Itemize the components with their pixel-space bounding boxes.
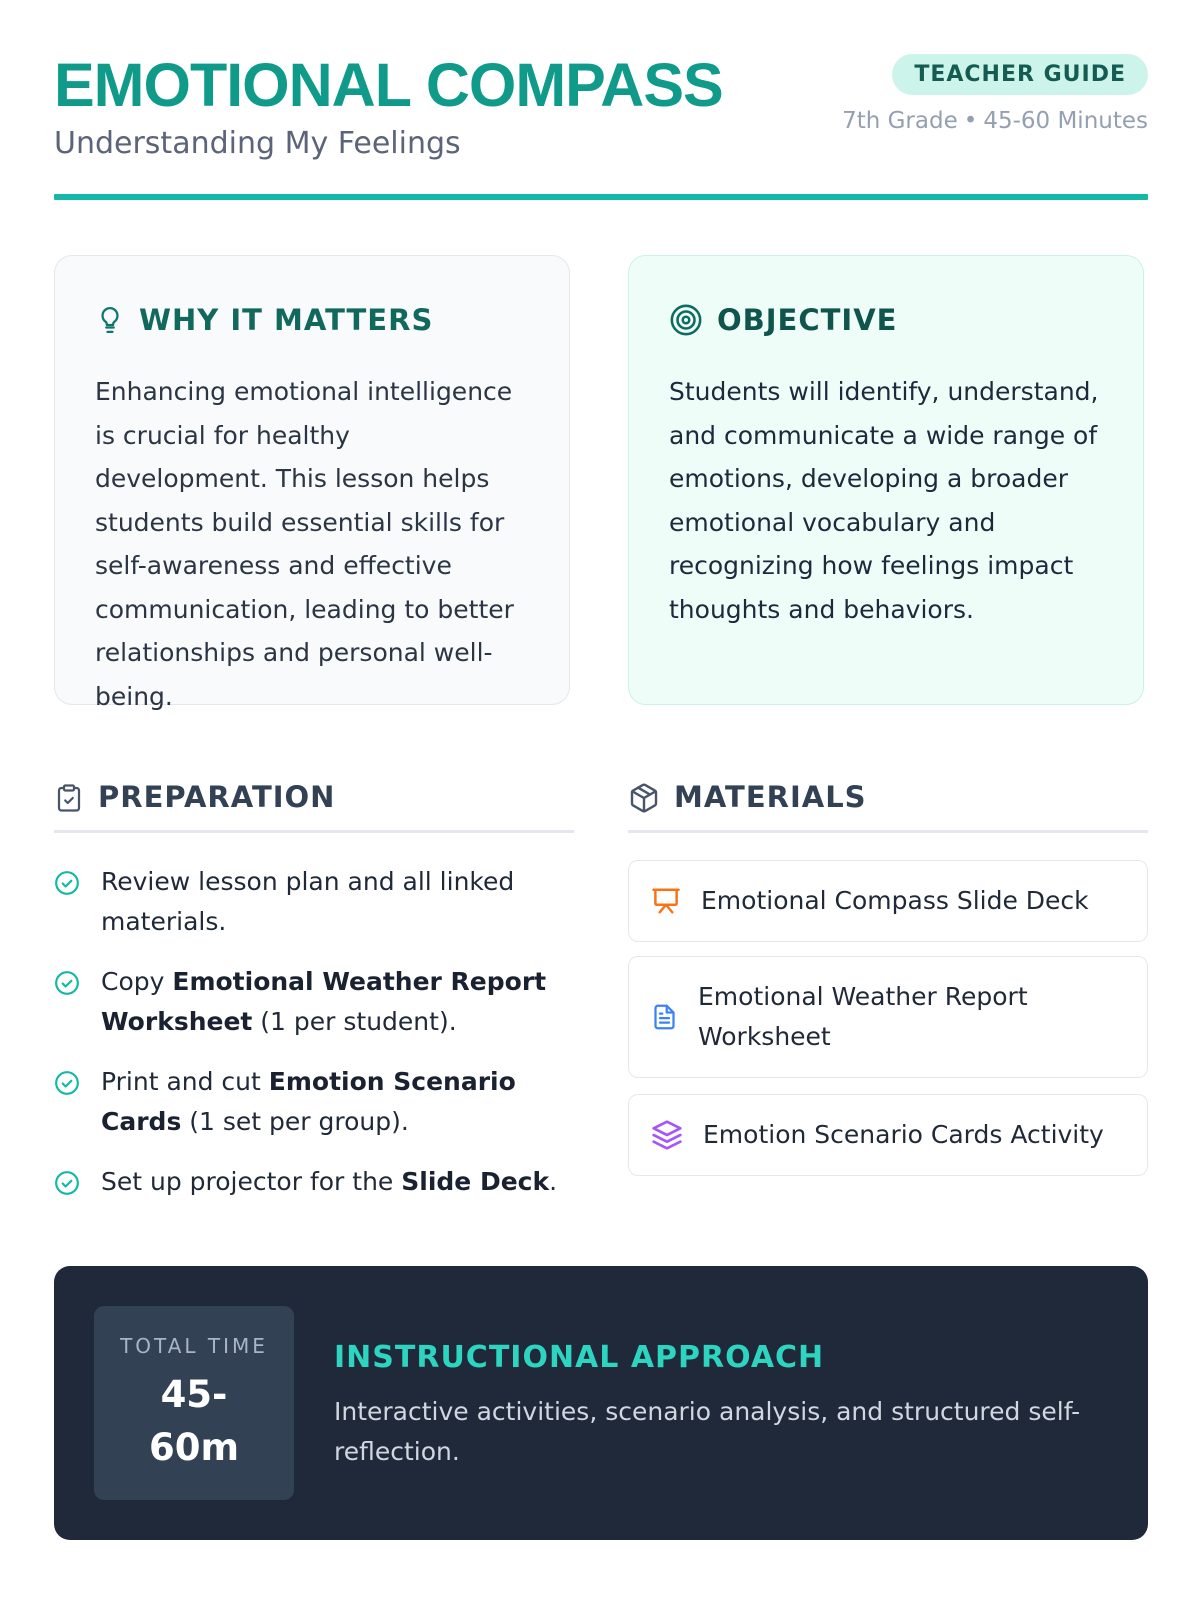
material-slide-deck[interactable] [628, 860, 1148, 942]
objective-card-text: Students will identify, understand, and communicate a wide range of emotions, developing a broader emotional vocabulary and recognizing how feelings impact thoughts and behaviors. [669, 377, 1099, 624]
why-card-header [95, 298, 529, 342]
objective-card [628, 255, 1144, 705]
preparation-item [54, 962, 574, 1042]
instructional-approach-banner [54, 1266, 1148, 1540]
objective-card-header [669, 298, 1103, 342]
clipboard-check-icon [54, 781, 84, 815]
check-circle-icon [54, 870, 80, 896]
lesson-meta [842, 108, 1148, 134]
approach-title: INSTRUCTIONAL APPROACH [334, 1340, 825, 1375]
objective-card-title: OBJECTIVE [717, 303, 898, 337]
total-time-value: 45-60m [148, 1373, 240, 1469]
preparation-item [54, 1062, 574, 1142]
preparation-title: PREPARATION [98, 780, 336, 814]
preparation-list [54, 862, 574, 1202]
approach-text: Interactive activities, scenario analysis, and structured self-reflection. [334, 1397, 1081, 1466]
layers-icon [651, 1119, 683, 1151]
check-circle-icon [54, 970, 80, 996]
material-scenario-cards[interactable] [628, 1094, 1148, 1176]
why-it-matters-card [54, 255, 570, 711]
page-subtitle: Understanding My Feelings [54, 126, 461, 161]
package-icon [628, 781, 660, 815]
preparation-item [54, 862, 574, 942]
why-card-text: Enhancing emotional intelligence is crucial for healthy development. This lesson helps students build essential skills for self-awareness and effective communication, leading to better relationships and personal well-being. [95, 377, 514, 711]
teacher-guide-badge: TEACHER GUIDE [892, 54, 1148, 95]
preparation-item-emphasis: Emotion Scenario Cards [101, 1067, 516, 1136]
check-circle-icon [54, 1170, 80, 1196]
header-divider [54, 194, 1148, 200]
why-card-title: WHY IT MATTERS [139, 303, 434, 337]
preparation-item-text: (1 set per group). [181, 1107, 409, 1136]
preparation-item-text: (1 per student). [252, 1007, 457, 1036]
lesson-duration: 45-60 Minutes [983, 108, 1148, 134]
material-worksheet[interactable] [628, 956, 1148, 1078]
material-label: Emotional Weather Report Worksheet [698, 982, 1028, 1051]
total-time-label: TOTAL TIME [120, 1334, 268, 1358]
preparation-item-text: Set up projector for the [101, 1167, 402, 1196]
materials-title: MATERIALS [674, 780, 867, 814]
target-icon [669, 303, 703, 337]
lightbulb-icon [95, 303, 125, 337]
presentation-icon [651, 885, 681, 917]
material-label: Emotion Scenario Cards Activity [703, 1120, 1104, 1149]
preparation-item-text: Review lesson plan and all linked materials. [101, 867, 515, 936]
preparation-item [54, 1162, 574, 1202]
preparation-item-emphasis: Emotional Weather Report Worksheet [101, 967, 547, 1036]
meta-separator: • [963, 108, 978, 134]
preparation-item-emphasis: Slide Deck [401, 1167, 550, 1196]
total-time-box [94, 1306, 294, 1500]
materials-header [628, 775, 1148, 833]
material-label: Emotional Compass Slide Deck [701, 886, 1089, 915]
preparation-header [54, 775, 574, 833]
grade-level: 7th Grade [842, 108, 958, 134]
check-circle-icon [54, 1070, 80, 1096]
page-title: EMOTIONAL COMPASS [54, 51, 723, 119]
document-icon [651, 1001, 678, 1033]
preparation-item-text: Print and cut [101, 1067, 269, 1096]
preparation-item-text: Copy [101, 967, 173, 996]
preparation-item-text: . [549, 1167, 558, 1196]
